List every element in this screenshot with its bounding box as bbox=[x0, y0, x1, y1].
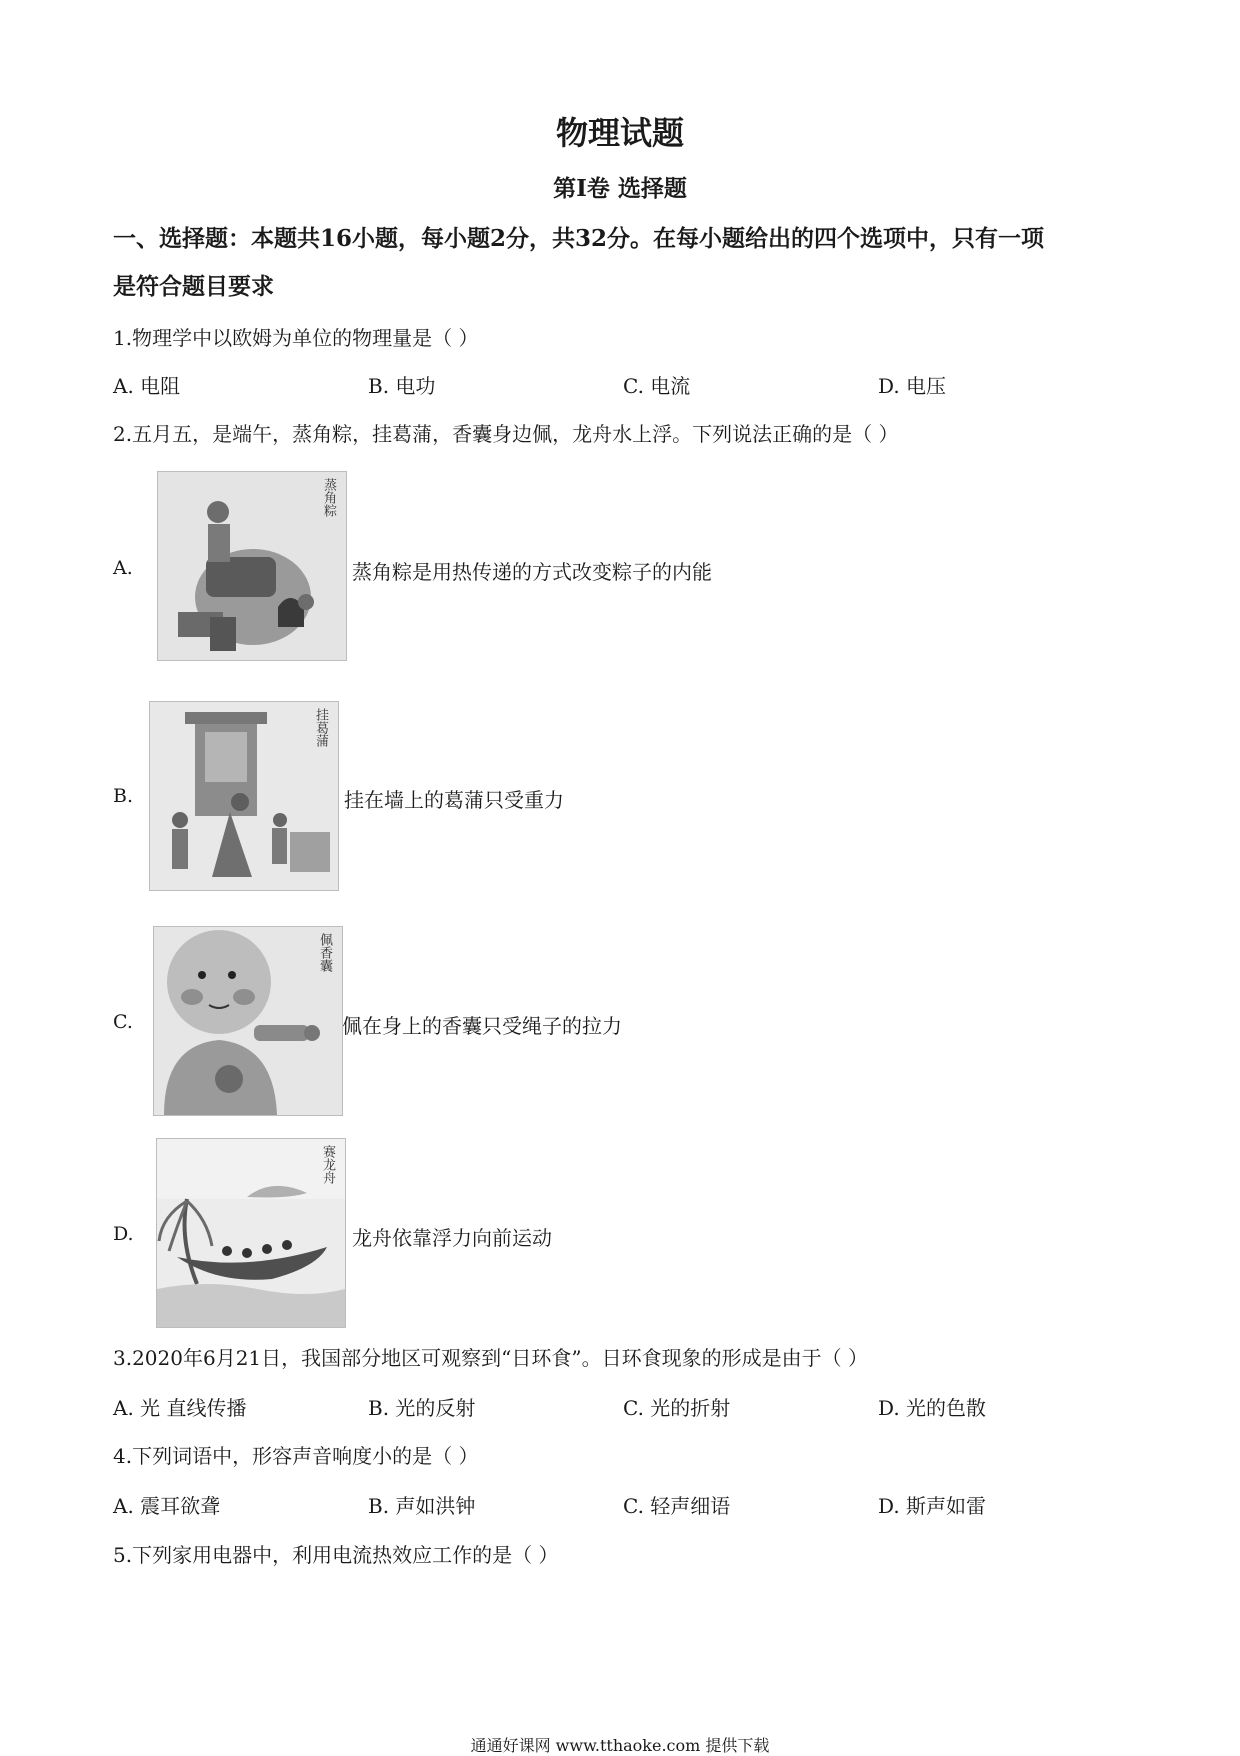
question-4-option-d: D. 斯声如雷 bbox=[878, 1494, 987, 1518]
question-3-option-c: C. 光的折射 bbox=[623, 1396, 731, 1420]
question-1-option-b: B. 电功 bbox=[368, 374, 436, 398]
hanging-calamus-image bbox=[149, 701, 339, 891]
question-2-option-a-letter: A. bbox=[113, 557, 133, 579]
steaming-zongzi-image bbox=[157, 471, 347, 661]
question-3-option-d: D. 光的色散 bbox=[878, 1396, 987, 1420]
question-4-option-b: B. 声如洪钟 bbox=[368, 1494, 476, 1518]
question-4-option-a: A. 震耳欲聋 bbox=[113, 1494, 221, 1518]
page-title: 物理试题 bbox=[555, 114, 684, 152]
question-2-option-d-letter: D. bbox=[113, 1223, 134, 1245]
instructions-line-2: 是符合题目要求 bbox=[113, 273, 274, 300]
footer-download-note: 通通好课网 www.tthaoke.com 提供下载 bbox=[470, 1736, 770, 1755]
dragon-boat-image bbox=[156, 1138, 346, 1328]
question-1-option-d: D. 电压 bbox=[878, 374, 947, 398]
hanging-calamus-label: 挂葛蒲 bbox=[313, 708, 328, 747]
question-1-option-a: A. 电阻 bbox=[113, 374, 181, 398]
question-3-option-a: A. 光 直线传播 bbox=[113, 1396, 247, 1420]
dragon-boat-label: 赛龙舟 bbox=[320, 1145, 335, 1184]
question-2-option-b-letter: B. bbox=[113, 785, 134, 807]
question-5-stem: 5.下列家用电器中，利用电流热效应工作的是（ ） bbox=[113, 1543, 559, 1567]
question-3-stem: 3.2020年6月21日，我国部分地区可观察到“日环食”。日环食现象的形成是由于（ ） bbox=[113, 1346, 868, 1370]
instructions-line-1: 一、选择题：本题共16小题，每小题2分，共32分。在每小题给出的四个选项中，只有一项 bbox=[113, 225, 1045, 252]
question-1-stem: 1.物理学中以欧姆为单位的物理量是（ ） bbox=[113, 326, 479, 350]
sachet-child-image bbox=[153, 926, 343, 1116]
question-2-option-d-text: 龙舟依靠浮力向前运动 bbox=[352, 1226, 552, 1250]
question-4-option-c: C. 轻声细语 bbox=[623, 1494, 731, 1518]
question-2-stem: 2.五月五，是端午，蒸角粽，挂葛蒲，香囊身边佩，龙舟水上浮。下列说法正确的是（ ） bbox=[113, 422, 899, 446]
question-2-option-c-letter: C. bbox=[113, 1011, 133, 1033]
steaming-zongzi-label: 蒸角粽 bbox=[321, 478, 336, 517]
question-2-option-c-text: 佩在身上的香囊只受绳子的拉力 bbox=[342, 1014, 622, 1038]
question-4-stem: 4.下列词语中，形容声音响度小的是（ ） bbox=[113, 1444, 479, 1468]
question-2-option-a-text: 蒸角粽是用热传递的方式改变粽子的内能 bbox=[352, 560, 712, 584]
sachet-child-label: 佩香囊 bbox=[317, 933, 332, 972]
question-2-option-b-text: 挂在墙上的葛蒲只受重力 bbox=[344, 788, 564, 812]
question-3-option-b: B. 光的反射 bbox=[368, 1396, 476, 1420]
question-1-option-c: C. 电流 bbox=[623, 374, 691, 398]
section-title: 第I卷 选择题 bbox=[553, 175, 687, 202]
